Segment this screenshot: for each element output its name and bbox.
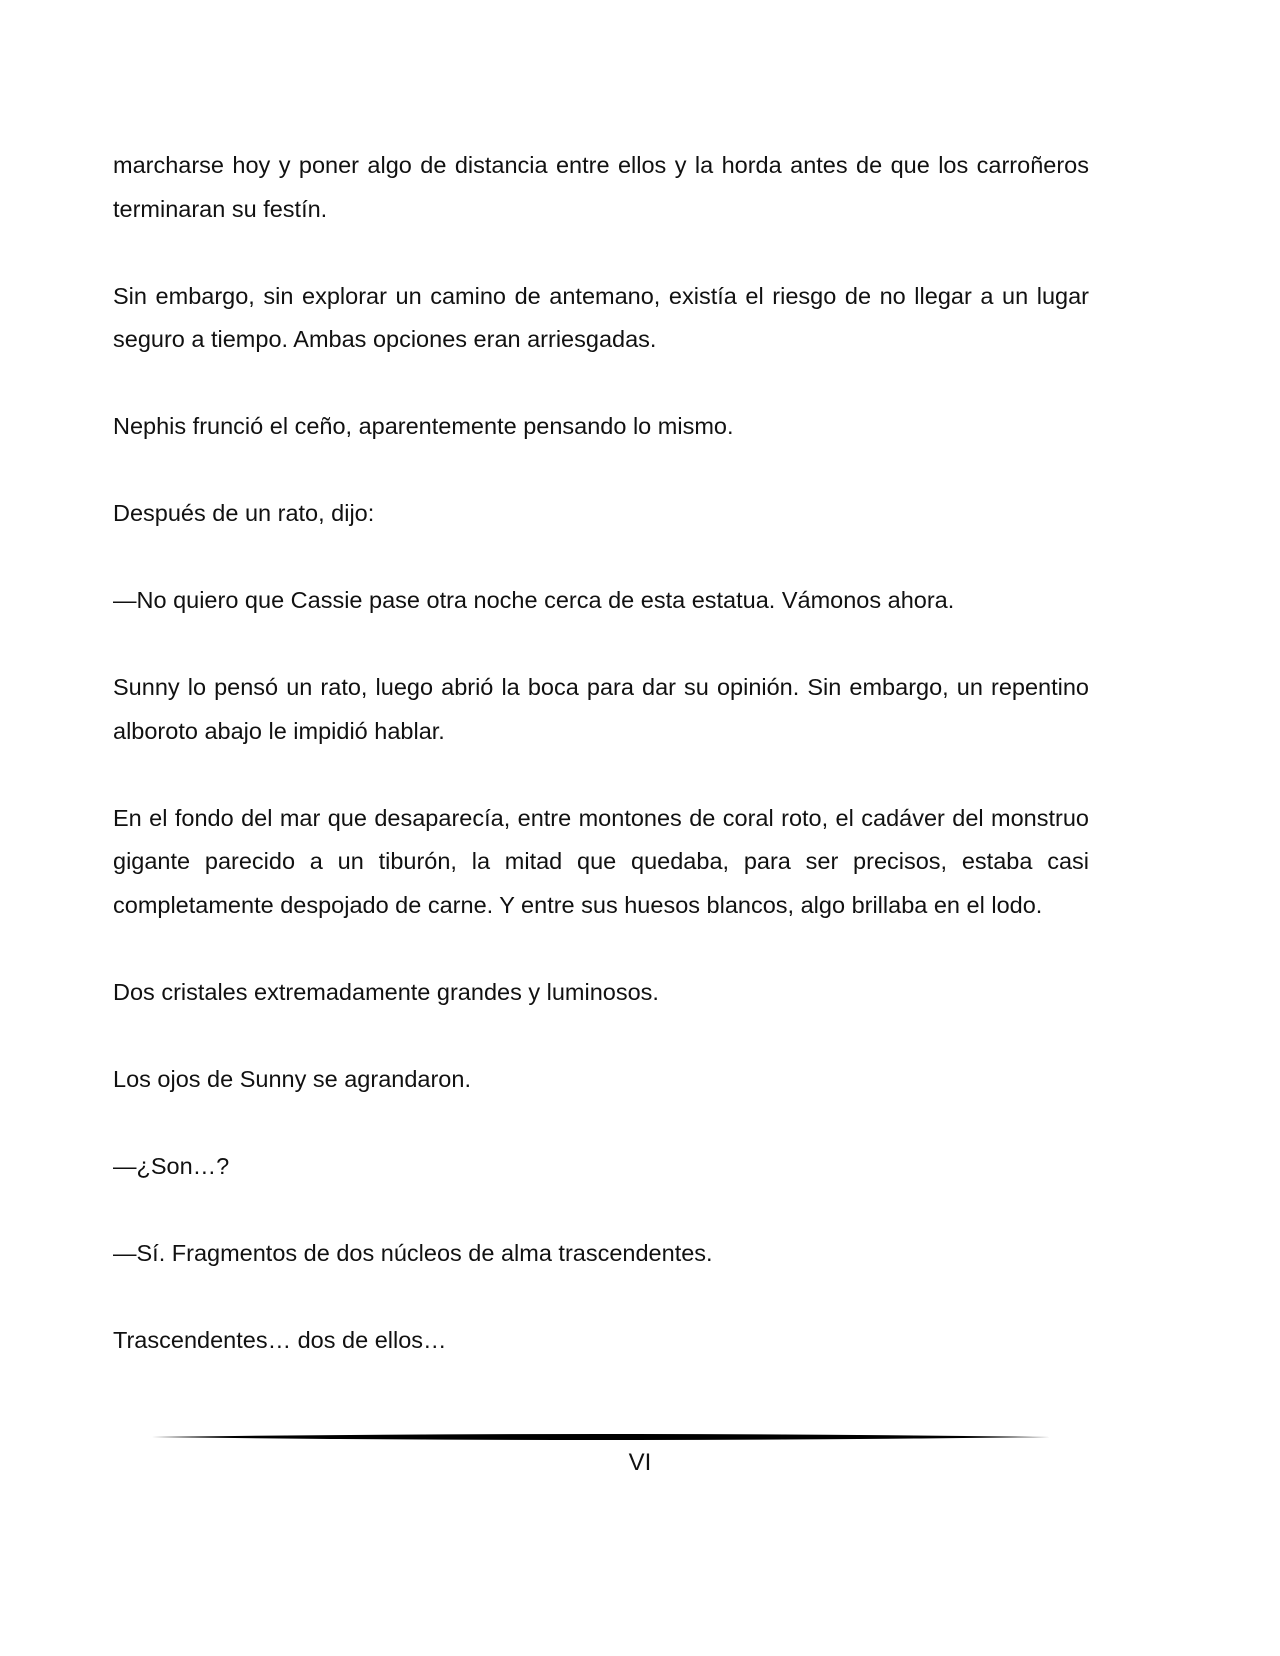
paragraph-5: —No quiero que Cassie pase otra noche cerca de esta estatua. Vámonos ahora. [113,587,955,613]
paragraph-10: —¿Son…? [113,1152,230,1179]
paragraph-12: Trascendentes… dos de ellos… [113,1326,447,1353]
paragraph-11: —Sí. Fragmentos de dos núcleos de alma trascendentes. [113,1239,713,1266]
paragraph-2: Sin embargo, sin explorar un camino de antemano, existía el riesgo de no llegar a un lugar seguro a tiempo. Ambas opciones eran arriesgadas. [113,282,1089,352]
paragraph-1: marcharse hoy y poner algo de distancia entre ellos y la horda antes de que los carroñeros terminaran su festín. [113,152,1089,222]
paragraph-8: Dos cristales extremadamente grandes y luminosos. [113,978,659,1005]
paragraph-3: Nephis frunció el ceño, aparentemente pensando lo mismo. [113,413,734,439]
body-text [113,144,1089,1362]
footer-divider [152,1430,1050,1444]
paragraph-7: En el fondo del mar que desaparecía, entre montones de coral roto, el cadáver del monstruo gigante parecido a un tiburón, la mitad que quedaba, para ser precisos, estaba casi completamente despojado de carne. Y entre sus huesos blancos, algo brillaba en el lodo. [113,804,1089,918]
paragraph-4: Después de un rato, dijo: [113,500,375,526]
paragraph-9: Los ojos de Sunny se agrandaron. [113,1065,471,1092]
paragraph-6: Sunny lo pensó un rato, luego abrió la boca para dar su opinión. Sin embargo, un repentino alboroto abajo le impidió hablar. [113,674,1089,744]
page-number: VI [628,1449,652,1476]
